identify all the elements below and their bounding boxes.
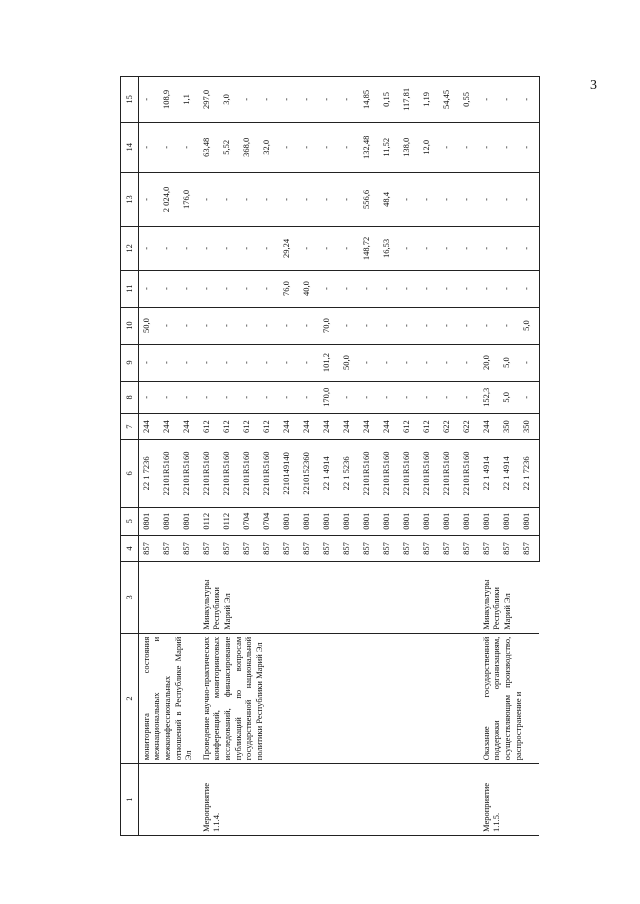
- value-cell: -: [439, 307, 459, 344]
- value-cell: 857: [159, 535, 179, 561]
- value-cell: 0801: [339, 507, 359, 535]
- value-cell: -: [359, 344, 379, 381]
- value-cell: 612: [419, 414, 439, 440]
- value-cell: 5,52: [219, 122, 239, 172]
- value-cell: 22 1 7236: [519, 440, 540, 507]
- rotated-table-wrapper: [120, 76, 610, 836]
- value-cell: -: [439, 344, 459, 381]
- value-cell: 857: [138, 535, 159, 561]
- value-cell: 50,0: [138, 307, 159, 344]
- table-row: [138, 77, 159, 836]
- value-cell: -: [279, 381, 299, 414]
- value-cell: -: [299, 172, 319, 226]
- value-cell: 350: [499, 414, 519, 440]
- value-cell: -: [259, 307, 279, 344]
- value-cell: 0,15: [379, 77, 399, 123]
- value-cell: 612: [239, 414, 259, 440]
- value-cell: -: [239, 227, 259, 270]
- value-cell: -: [519, 77, 540, 123]
- value-cell: -: [239, 172, 259, 226]
- header-cell: 12: [121, 227, 139, 270]
- measure-description-cell: Проведение научно-практических конференций, мониторинговых исследований, финансирование публикаций по вопросам государственной национальной политики Республики Марий Эл: [199, 633, 479, 763]
- value-cell: -: [479, 307, 499, 344]
- value-cell: 101,2: [319, 344, 339, 381]
- value-cell: -: [499, 122, 519, 172]
- value-cell: -: [299, 307, 319, 344]
- value-cell: -: [419, 307, 439, 344]
- value-cell: 176,0: [179, 172, 199, 226]
- value-cell: 5,0: [499, 344, 519, 381]
- value-cell: 612: [199, 414, 219, 440]
- value-cell: -: [138, 172, 159, 226]
- value-cell: 22 1 5236: [339, 440, 359, 507]
- value-cell: -: [319, 227, 339, 270]
- value-cell: 152,3: [479, 381, 499, 414]
- value-cell: -: [299, 344, 319, 381]
- value-cell: -: [239, 307, 259, 344]
- value-cell: 22101R5160: [219, 440, 239, 507]
- value-cell: 70,0: [319, 307, 339, 344]
- value-cell: 622: [439, 414, 459, 440]
- value-cell: -: [179, 270, 199, 307]
- value-cell: -: [199, 307, 219, 344]
- value-cell: 857: [359, 535, 379, 561]
- value-cell: 170,0: [319, 381, 339, 414]
- value-cell: -: [399, 307, 419, 344]
- value-cell: 857: [299, 535, 319, 561]
- value-cell: 22101R5160: [259, 440, 279, 507]
- value-cell: 48,4: [379, 172, 399, 226]
- value-cell: -: [179, 381, 199, 414]
- value-cell: -: [419, 381, 439, 414]
- value-cell: -: [219, 270, 239, 307]
- value-cell: 22 1 4914: [319, 440, 339, 507]
- value-cell: 22101R5160: [399, 440, 419, 507]
- measure-description-cell: мониторинга состояния межнациональных и межконфессиональных отношений в Республике Марий Эл: [138, 633, 199, 763]
- value-cell: -: [359, 270, 379, 307]
- value-cell: -: [339, 77, 359, 123]
- value-cell: 857: [239, 535, 259, 561]
- value-cell: -: [239, 344, 259, 381]
- header-cell: 2: [121, 633, 139, 763]
- value-cell: 22101R5160: [199, 440, 219, 507]
- value-cell: 22 1 7236: [138, 440, 159, 507]
- value-cell: 11,52: [379, 122, 399, 172]
- value-cell: 0801: [379, 507, 399, 535]
- value-cell: -: [339, 227, 359, 270]
- value-cell: 3,0: [219, 77, 239, 123]
- value-cell: 50,0: [339, 344, 359, 381]
- value-cell: 612: [219, 414, 239, 440]
- value-cell: 857: [459, 535, 479, 561]
- value-cell: -: [239, 77, 259, 123]
- header-cell: 14: [121, 122, 139, 172]
- value-cell: -: [459, 381, 479, 414]
- value-cell: -: [439, 381, 459, 414]
- value-cell: -: [459, 122, 479, 172]
- header-cell: 3: [121, 561, 139, 633]
- value-cell: 857: [259, 535, 279, 561]
- table-row: [199, 77, 219, 836]
- value-cell: -: [259, 172, 279, 226]
- value-cell: 29,24: [279, 227, 299, 270]
- value-cell: 556,6: [359, 172, 379, 226]
- value-cell: -: [339, 381, 359, 414]
- value-cell: -: [339, 270, 359, 307]
- value-cell: -: [179, 122, 199, 172]
- value-cell: 857: [339, 535, 359, 561]
- value-cell: -: [379, 307, 399, 344]
- measure-code-cell: Мероприятие 1.1.5.: [479, 764, 540, 836]
- value-cell: 2 024,0: [159, 172, 179, 226]
- value-cell: 1,19: [419, 77, 439, 123]
- value-cell: 857: [519, 535, 540, 561]
- header-cell: 13: [121, 172, 139, 226]
- table-row: [479, 77, 499, 836]
- value-cell: 132,48: [359, 122, 379, 172]
- value-cell: -: [319, 172, 339, 226]
- value-cell: -: [519, 344, 540, 381]
- value-cell: -: [339, 172, 359, 226]
- value-cell: -: [219, 381, 239, 414]
- value-cell: -: [299, 381, 319, 414]
- value-cell: -: [199, 270, 219, 307]
- value-cell: 148,72: [359, 227, 379, 270]
- value-cell: -: [479, 270, 499, 307]
- value-cell: 14,85: [359, 77, 379, 123]
- value-cell: -: [319, 77, 339, 123]
- value-cell: -: [419, 172, 439, 226]
- value-cell: 857: [499, 535, 519, 561]
- header-cell: 15: [121, 77, 139, 123]
- value-cell: -: [239, 381, 259, 414]
- value-cell: -: [379, 270, 399, 307]
- value-cell: 0,55: [459, 77, 479, 123]
- value-cell: -: [519, 381, 540, 414]
- value-cell: -: [179, 344, 199, 381]
- value-cell: -: [439, 122, 459, 172]
- value-cell: 857: [199, 535, 219, 561]
- value-cell: -: [319, 270, 339, 307]
- value-cell: -: [419, 227, 439, 270]
- value-cell: -: [279, 122, 299, 172]
- value-cell: 244: [279, 414, 299, 440]
- value-cell: -: [519, 270, 540, 307]
- value-cell: -: [379, 344, 399, 381]
- value-cell: 244: [159, 414, 179, 440]
- value-cell: 622: [459, 414, 479, 440]
- value-cell: -: [439, 227, 459, 270]
- value-cell: -: [419, 270, 439, 307]
- value-cell: -: [159, 381, 179, 414]
- page-number: 3: [590, 78, 597, 93]
- value-cell: 22101R5160: [359, 440, 379, 507]
- value-cell: -: [499, 172, 519, 226]
- value-cell: 297,0: [199, 77, 219, 123]
- value-cell: 108,9: [159, 77, 179, 123]
- value-cell: 612: [399, 414, 419, 440]
- value-cell: -: [459, 344, 479, 381]
- value-cell: -: [439, 172, 459, 226]
- value-cell: 244: [379, 414, 399, 440]
- value-cell: 857: [219, 535, 239, 561]
- value-cell: 857: [419, 535, 439, 561]
- value-cell: 0801: [159, 507, 179, 535]
- value-cell: 368,0: [239, 122, 259, 172]
- value-cell: -: [138, 227, 159, 270]
- value-cell: -: [199, 172, 219, 226]
- value-cell: 350: [519, 414, 540, 440]
- responsible-executor-cell: Минкультуры Республики Марий Эл: [199, 561, 479, 633]
- value-cell: -: [499, 270, 519, 307]
- header-cell: 5: [121, 507, 139, 535]
- value-cell: -: [279, 172, 299, 226]
- value-cell: 2210152360: [299, 440, 319, 507]
- value-cell: -: [138, 381, 159, 414]
- value-cell: -: [399, 270, 419, 307]
- value-cell: -: [399, 344, 419, 381]
- value-cell: -: [159, 227, 179, 270]
- value-cell: -: [159, 270, 179, 307]
- value-cell: -: [399, 172, 419, 226]
- header-cell: 11: [121, 270, 139, 307]
- value-cell: 612: [259, 414, 279, 440]
- value-cell: -: [199, 227, 219, 270]
- value-cell: -: [259, 77, 279, 123]
- value-cell: 857: [319, 535, 339, 561]
- header-cell: 9: [121, 344, 139, 381]
- value-cell: -: [479, 227, 499, 270]
- value-cell: -: [459, 270, 479, 307]
- measure-code-cell: [138, 764, 199, 836]
- value-cell: 857: [379, 535, 399, 561]
- value-cell: -: [279, 307, 299, 344]
- value-cell: -: [259, 344, 279, 381]
- value-cell: 0801: [419, 507, 439, 535]
- value-cell: -: [339, 122, 359, 172]
- value-cell: -: [519, 172, 540, 226]
- value-cell: 0801: [519, 507, 540, 535]
- value-cell: 16,53: [379, 227, 399, 270]
- value-cell: -: [279, 344, 299, 381]
- value-cell: -: [219, 344, 239, 381]
- value-cell: 0801: [479, 507, 499, 535]
- value-cell: -: [399, 227, 419, 270]
- value-cell: 22101R5160: [439, 440, 459, 507]
- value-cell: -: [259, 381, 279, 414]
- value-cell: 857: [179, 535, 199, 561]
- budget-table: [120, 76, 540, 836]
- value-cell: -: [239, 270, 259, 307]
- value-cell: -: [299, 227, 319, 270]
- value-cell: -: [138, 344, 159, 381]
- value-cell: 22101R5160: [419, 440, 439, 507]
- header-cell: 10: [121, 307, 139, 344]
- value-cell: 22101R5160: [379, 440, 399, 507]
- value-cell: 244: [299, 414, 319, 440]
- value-cell: 32,0: [259, 122, 279, 172]
- value-cell: 22101R5160: [159, 440, 179, 507]
- header-cell: 4: [121, 535, 139, 561]
- value-cell: -: [159, 122, 179, 172]
- measure-code-cell: Мероприятие 1.1.4.: [199, 764, 479, 836]
- value-cell: -: [499, 77, 519, 123]
- value-cell: -: [279, 77, 299, 123]
- value-cell: 22101R5160: [459, 440, 479, 507]
- value-cell: -: [138, 77, 159, 123]
- value-cell: 244: [339, 414, 359, 440]
- value-cell: -: [419, 344, 439, 381]
- value-cell: -: [219, 227, 239, 270]
- value-cell: -: [399, 381, 419, 414]
- value-cell: 857: [279, 535, 299, 561]
- value-cell: 0801: [179, 507, 199, 535]
- value-cell: -: [219, 172, 239, 226]
- value-cell: -: [299, 77, 319, 123]
- header-cell: 6: [121, 440, 139, 507]
- value-cell: 12,0: [419, 122, 439, 172]
- value-cell: -: [199, 344, 219, 381]
- value-cell: -: [259, 270, 279, 307]
- value-cell: -: [259, 227, 279, 270]
- value-cell: -: [479, 77, 499, 123]
- value-cell: 0801: [439, 507, 459, 535]
- value-cell: -: [379, 381, 399, 414]
- table-header: [121, 77, 139, 836]
- value-cell: -: [159, 344, 179, 381]
- value-cell: -: [138, 122, 159, 172]
- value-cell: 0112: [219, 507, 239, 535]
- value-cell: 54,45: [439, 77, 459, 123]
- value-cell: 76,0: [279, 270, 299, 307]
- value-cell: 0112: [199, 507, 219, 535]
- value-cell: 857: [399, 535, 419, 561]
- value-cell: -: [519, 122, 540, 172]
- value-cell: 857: [479, 535, 499, 561]
- value-cell: 244: [319, 414, 339, 440]
- value-cell: 138,0: [399, 122, 419, 172]
- value-cell: -: [219, 307, 239, 344]
- value-cell: -: [138, 270, 159, 307]
- value-cell: 857: [439, 535, 459, 561]
- value-cell: -: [459, 227, 479, 270]
- value-cell: -: [359, 381, 379, 414]
- value-cell: -: [459, 172, 479, 226]
- value-cell: -: [339, 307, 359, 344]
- value-cell: 244: [138, 414, 159, 440]
- value-cell: 244: [179, 414, 199, 440]
- header-cell: 8: [121, 381, 139, 414]
- value-cell: 117,81: [399, 77, 419, 123]
- value-cell: -: [199, 381, 219, 414]
- value-cell: -: [439, 270, 459, 307]
- value-cell: -: [499, 227, 519, 270]
- value-cell: -: [459, 307, 479, 344]
- header-cell: 7: [121, 414, 139, 440]
- value-cell: 0801: [359, 507, 379, 535]
- measure-description-cell: Оказание государственной поддержки организациям, осуществляющим производство, распространение и: [479, 633, 540, 763]
- value-cell: -: [359, 307, 379, 344]
- responsible-executor-cell: [138, 561, 199, 633]
- value-cell: 0801: [499, 507, 519, 535]
- value-cell: 5,0: [519, 307, 540, 344]
- value-cell: 5,0: [499, 381, 519, 414]
- value-cell: -: [519, 227, 540, 270]
- value-cell: -: [159, 307, 179, 344]
- value-cell: 244: [359, 414, 379, 440]
- responsible-executor-cell: Минкультуры Республики Марий Эл: [479, 561, 540, 633]
- value-cell: 40,0: [299, 270, 319, 307]
- value-cell: -: [179, 307, 199, 344]
- value-cell: -: [299, 122, 319, 172]
- value-cell: 0801: [138, 507, 159, 535]
- value-cell: -: [179, 227, 199, 270]
- table-body: [138, 77, 539, 836]
- value-cell: 22101R5160: [179, 440, 199, 507]
- value-cell: 0801: [279, 507, 299, 535]
- value-cell: 2210149140: [279, 440, 299, 507]
- value-cell: -: [479, 172, 499, 226]
- value-cell: 244: [479, 414, 499, 440]
- value-cell: 1,1: [179, 77, 199, 123]
- value-cell: 0704: [239, 507, 259, 535]
- value-cell: -: [319, 122, 339, 172]
- value-cell: 0801: [299, 507, 319, 535]
- value-cell: 20,0: [479, 344, 499, 381]
- value-cell: 63,48: [199, 122, 219, 172]
- value-cell: 22 1 4914: [499, 440, 519, 507]
- value-cell: -: [499, 307, 519, 344]
- value-cell: 0801: [319, 507, 339, 535]
- header-cell: 1: [121, 764, 139, 836]
- value-cell: 0801: [459, 507, 479, 535]
- value-cell: 0704: [259, 507, 279, 535]
- value-cell: 0801: [399, 507, 419, 535]
- value-cell: 22101R5160: [239, 440, 259, 507]
- value-cell: -: [479, 122, 499, 172]
- value-cell: 22 1 4914: [479, 440, 499, 507]
